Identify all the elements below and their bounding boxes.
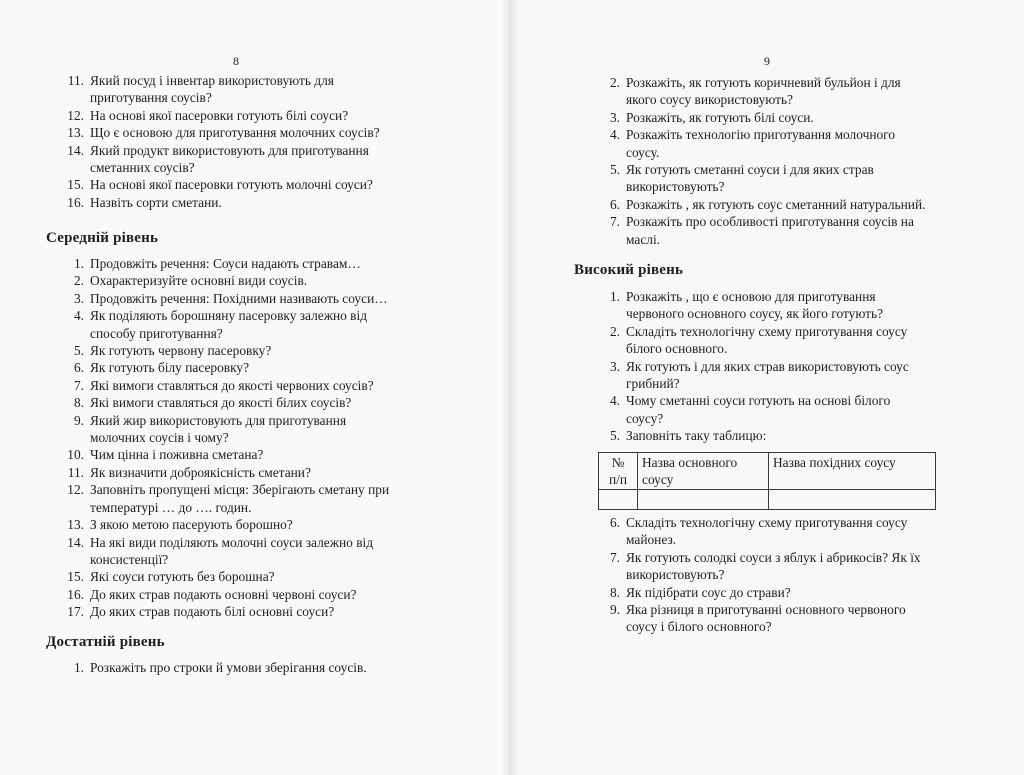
item-text — [90, 255, 476, 272]
item-text-line: Які вимоги ставляться до якості червоних соусів? — [90, 377, 374, 393]
list-item — [56, 659, 476, 676]
item-text — [90, 481, 476, 516]
item-number: 16. — [67, 194, 84, 210]
item-text — [626, 161, 1002, 196]
item-number: 7. — [609, 549, 620, 565]
item-number: 2. — [609, 323, 620, 339]
item-text-line: грибний? — [626, 376, 680, 392]
item-text-line: майонез. — [626, 532, 677, 548]
fill-in-table — [598, 452, 936, 510]
book-gutter — [500, 0, 518, 775]
table-header-number — [599, 453, 638, 490]
list-item — [56, 307, 476, 342]
item-text — [90, 107, 476, 124]
table-row — [599, 490, 936, 510]
list-item — [56, 176, 476, 193]
item-text — [90, 142, 476, 177]
item-text-line: Як готують солодкі соуси з яблук і абрикосів? Як їх — [626, 549, 921, 565]
list-item — [592, 549, 1002, 584]
item-text — [90, 586, 476, 603]
list-item — [56, 255, 476, 272]
item-text — [90, 176, 476, 193]
item-text-line: Яка різниця в приготуванні основного червоного — [626, 602, 906, 618]
item-text-line: приготування соусів? — [90, 90, 212, 106]
list-item — [56, 107, 476, 124]
item-text — [90, 568, 476, 585]
page-number: 8 — [233, 54, 239, 68]
item-text — [90, 394, 476, 411]
item-text-line: соусу і білого основного? — [626, 619, 772, 635]
table-header-base-sauce — [638, 453, 769, 490]
item-text-line: якого соусу використовують? — [626, 92, 793, 108]
item-number: 2. — [73, 273, 84, 289]
item-text — [626, 213, 1002, 248]
item-number: 1. — [73, 256, 84, 271]
item-text — [626, 109, 1002, 126]
item-number: 10. — [67, 447, 84, 463]
item-number: 11. — [67, 464, 84, 480]
item-text — [90, 124, 476, 141]
item-text — [626, 392, 1002, 427]
item-text — [90, 464, 476, 481]
item-text-line: Розкажіть технологію приготування молочного — [626, 127, 896, 143]
list-item — [592, 109, 1002, 126]
item-text-line: Заповніть таку таблицю: — [626, 428, 767, 444]
item-text-line: Розкажіть про строки й умови зберігання соусів. — [90, 660, 367, 675]
item-number: 15. — [67, 569, 84, 585]
table-header-text: № — [611, 455, 625, 470]
list-item — [592, 427, 1002, 444]
list-item — [56, 446, 476, 463]
table-header-text: соусу — [642, 472, 674, 487]
item-text — [90, 290, 476, 307]
item-number: 5. — [609, 162, 620, 178]
item-text-line: Як готують червону пасеровку? — [90, 343, 272, 359]
item-text-line: сметанних соусів? — [90, 160, 195, 176]
item-text-line: консистенції? — [90, 551, 169, 567]
item-text-line: Який продукт використовують для приготування — [90, 142, 369, 158]
item-text-line: Складіть технологічну схему приготування соусу — [626, 515, 908, 530]
item-text-line: Що є основою для приготування молочних соусів? — [90, 125, 380, 141]
item-number: 15. — [67, 177, 84, 193]
list-item — [592, 196, 1002, 213]
question-list — [592, 288, 1002, 445]
item-number: 9. — [73, 412, 84, 428]
list-item — [592, 392, 1002, 427]
list-item — [56, 290, 476, 307]
item-text — [626, 427, 1002, 444]
list-item — [56, 377, 476, 394]
item-text — [90, 194, 476, 211]
item-text — [90, 342, 476, 359]
item-text-line: використовують? — [626, 179, 725, 195]
item-text-line: Чому сметанні соуси готують на основі білого — [626, 393, 891, 409]
table-cell — [638, 490, 769, 510]
list-item — [56, 394, 476, 411]
item-number: 3. — [609, 358, 620, 374]
item-text-line: До яких страв подають основні червоні соуси? — [90, 586, 357, 602]
item-text-line: температурі … до …. годин. — [90, 499, 252, 515]
table-cell — [769, 490, 936, 510]
item-text-line: Розкажіть , як готують соус сметанний натуральний. — [626, 196, 926, 212]
item-text — [626, 126, 1002, 161]
list-item — [592, 161, 1002, 196]
item-number: 12. — [67, 482, 84, 498]
list-item — [56, 516, 476, 533]
item-number: 4. — [73, 308, 84, 324]
item-text-line: Продовжіть речення: Соуси надають стравам… — [90, 256, 361, 271]
list-item — [56, 272, 476, 289]
item-text-line: маслі. — [626, 231, 661, 247]
item-text — [90, 659, 476, 676]
item-text — [90, 307, 476, 342]
item-text — [626, 288, 1002, 323]
list-item — [592, 74, 1002, 109]
item-text-line: Продовжіть речення: Похідними називають соуси… — [90, 290, 388, 306]
item-text-line: використовують? — [626, 567, 725, 583]
item-text-line: Охарактеризуйте основні види соусів. — [90, 273, 308, 289]
item-text — [626, 323, 1002, 358]
list-item — [592, 514, 1002, 549]
list-item — [56, 586, 476, 603]
item-text-line: Як готують сметанні соуси і для яких страв — [626, 162, 874, 178]
question-list — [592, 74, 1002, 248]
item-text-line: червоного основного соусу, як його готують? — [626, 306, 884, 322]
item-number: 1. — [73, 660, 84, 675]
list-item — [592, 288, 1002, 323]
list-item — [56, 142, 476, 177]
item-number: 11. — [67, 73, 84, 88]
item-number: 8. — [609, 584, 620, 600]
item-text-line: Який посуд і інвентар використовують для — [90, 73, 334, 88]
item-number: 5. — [609, 428, 620, 444]
item-text-line: На основі якої пасеровки готують молочні соуси? — [90, 177, 373, 193]
item-number: 5. — [73, 343, 84, 359]
item-text-line: Розкажіть , що є основою для приготування — [626, 289, 876, 304]
list-item — [56, 72, 476, 107]
item-number: 9. — [609, 602, 620, 618]
left-page — [0, 0, 508, 775]
item-text-line: молочних соусів і чому? — [90, 430, 229, 446]
item-text-line: До яких страв подають білі основні соуси? — [90, 604, 335, 620]
list-item — [56, 342, 476, 359]
item-number: 4. — [609, 127, 620, 143]
item-text-line: Заповніть пропущені місця: Зберігають сметану при — [90, 482, 390, 498]
table-header-derived-sauce: Назва похідних соусу — [769, 453, 936, 490]
item-text-line: Складіть технологічну схему приготування соусу — [626, 323, 908, 339]
list-item — [592, 323, 1002, 358]
item-text-line: Як підібрати соус до страви? — [626, 584, 791, 600]
list-item — [56, 359, 476, 376]
item-text-line: Розкажіть, як готують коричневий бульйон і для — [626, 75, 901, 90]
item-text — [90, 377, 476, 394]
item-text-line: Як поділяють борошняну пасеровку залежно від — [90, 308, 368, 324]
item-number: 17. — [67, 604, 84, 620]
right-page — [512, 0, 1024, 775]
item-text-line: Який жир використовують для приготування — [90, 412, 347, 428]
list-item — [56, 481, 476, 516]
list-item — [56, 534, 476, 569]
item-text-line: способу приготування? — [90, 325, 223, 341]
section-heading-sufficient-level: Достатній рівень — [46, 634, 165, 650]
table-cell — [599, 490, 638, 510]
item-text — [90, 412, 476, 447]
item-text-line: Як готують білу пасеровку? — [90, 360, 250, 376]
item-text-line: соусу? — [626, 410, 664, 426]
question-list — [56, 659, 476, 676]
item-text-line: На основі якої пасеровки готують білі соуси? — [90, 107, 349, 123]
item-text-line: Назвіть сорти сметани. — [90, 194, 222, 210]
item-text — [90, 534, 476, 569]
item-text — [90, 72, 476, 107]
question-list — [56, 255, 476, 621]
item-number: 14. — [67, 142, 84, 158]
section-heading-middle-level: Середній рівень — [46, 230, 159, 246]
item-text — [90, 516, 476, 533]
item-number: 6. — [73, 360, 84, 376]
list-item — [592, 584, 1002, 601]
question-list — [56, 72, 476, 211]
item-number: 6. — [609, 515, 620, 530]
item-text — [626, 358, 1002, 393]
item-text-line: Розкажіть, як готують білі соуси. — [626, 109, 814, 125]
page-number: 9 — [764, 54, 770, 68]
item-text — [626, 601, 1002, 636]
item-number: 7. — [73, 377, 84, 393]
item-number: 3. — [609, 109, 620, 125]
item-text — [90, 272, 476, 289]
section-heading-high-level: Високий рівень — [574, 262, 684, 278]
item-number: 16. — [67, 586, 84, 602]
table-header-row — [599, 453, 936, 490]
table-header-text: п/п — [608, 472, 628, 487]
item-text-line: Які соуси готують без борошна? — [90, 569, 275, 585]
list-item — [56, 124, 476, 141]
item-number: 13. — [67, 517, 84, 533]
item-text-line: Розкажіть про особливості приготування соусів на — [626, 214, 914, 230]
item-text — [626, 196, 1002, 213]
item-text-line: Як визначити доброякісність сметани? — [90, 464, 311, 480]
list-item — [592, 126, 1002, 161]
item-text-line: На які види поділяють молочні соуси залежно від — [90, 534, 374, 550]
question-list — [592, 514, 1002, 636]
item-number: 8. — [73, 395, 84, 411]
item-number: 7. — [609, 214, 620, 230]
list-item — [56, 194, 476, 211]
item-number: 14. — [67, 534, 84, 550]
list-item — [592, 358, 1002, 393]
item-text — [90, 359, 476, 376]
list-item — [592, 213, 1002, 248]
list-item — [56, 603, 476, 620]
item-text — [90, 446, 476, 463]
item-number: 3. — [73, 290, 84, 306]
item-text-line: білого основного. — [626, 341, 728, 357]
item-text — [626, 584, 1002, 601]
item-text — [626, 549, 1002, 584]
item-text-line: Як готують і для яких страв використовують соус — [626, 358, 909, 374]
list-item — [56, 568, 476, 585]
item-number: 2. — [609, 75, 620, 90]
item-text-line: Чим цінна і поживна сметана? — [90, 447, 264, 463]
list-item — [592, 601, 1002, 636]
list-item — [56, 412, 476, 447]
item-number: 12. — [67, 107, 84, 123]
item-number: 4. — [609, 393, 620, 409]
item-text-line: соусу. — [626, 144, 660, 160]
item-text-line: Які вимоги ставляться до якості білих соусів? — [90, 395, 352, 411]
item-text — [626, 514, 1002, 549]
list-item — [56, 464, 476, 481]
item-number: 1. — [609, 289, 620, 304]
item-text-line: З якою метою пасерують борошно? — [90, 517, 293, 533]
item-text — [90, 603, 476, 620]
table-header-text: Назва основного — [642, 455, 738, 470]
item-number: 13. — [67, 125, 84, 141]
item-number: 6. — [609, 196, 620, 212]
item-text — [626, 74, 1002, 109]
